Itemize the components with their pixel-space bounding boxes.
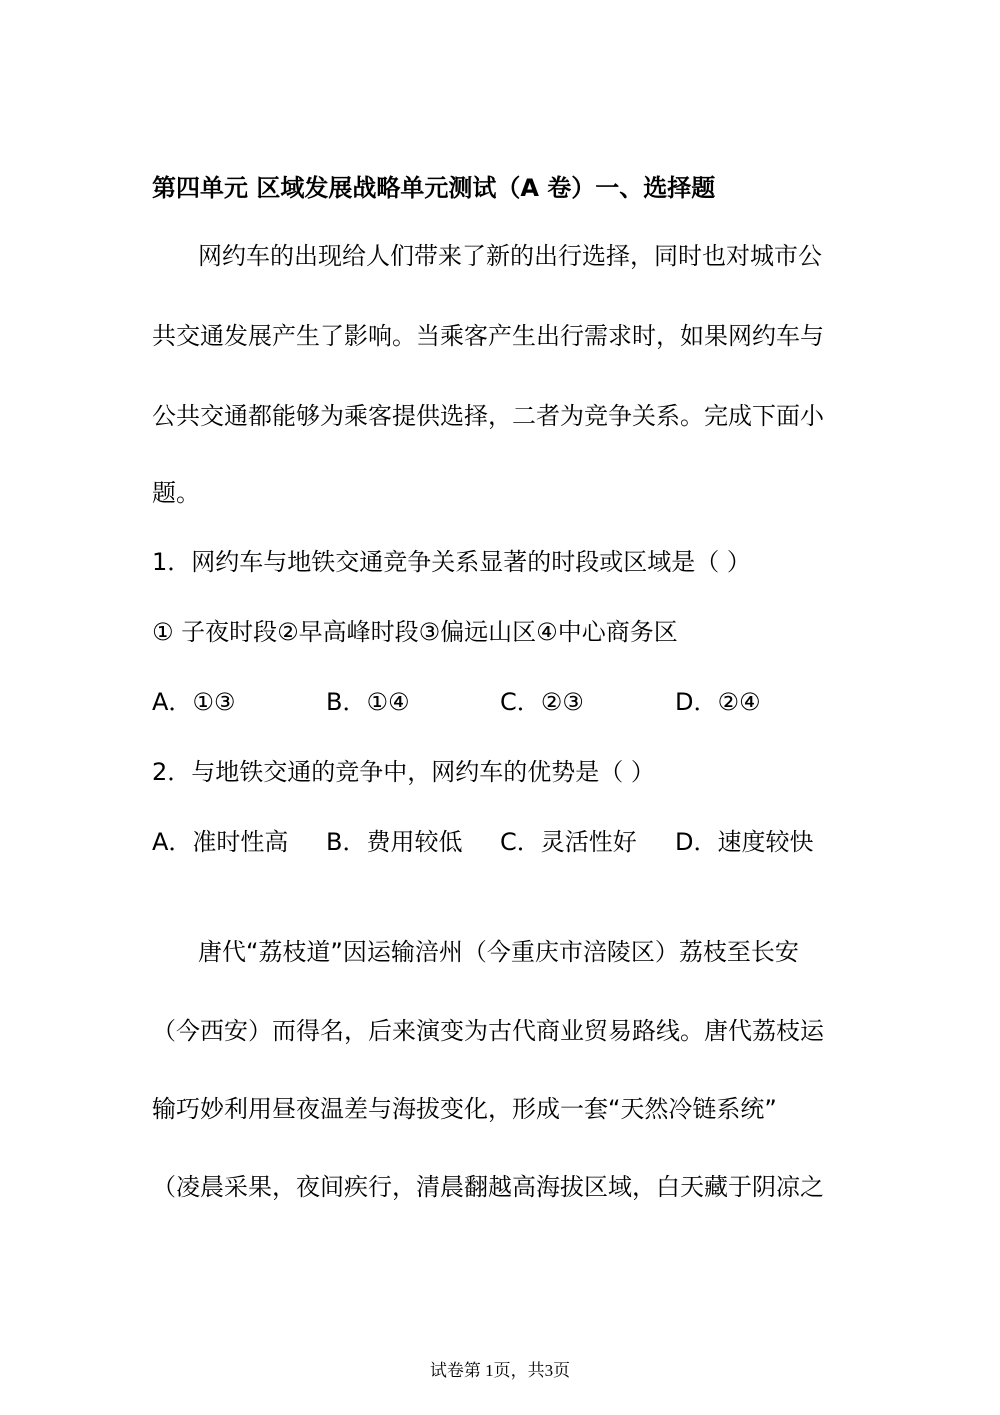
question-1-statements: ① 子夜时段②早高峰时段③偏远山区④中心商务区 <box>152 618 678 646</box>
passage1-line-2: 共交通发展产生了影响。当乘客产生出行需求时，如果网约车与 <box>152 322 824 350</box>
question-1-option-c: C．②③ <box>500 688 584 716</box>
passage2-line-4: （凌晨采果，夜间疾行，清晨翻越高海拔区域，白天藏于阴凉之 <box>152 1173 824 1201</box>
question-2-option-c: C．灵活性好 <box>500 828 637 856</box>
passage1-line-3: 公共交通都能够为乘客提供选择，二者为竞争关系。完成下面小 <box>152 402 824 430</box>
question-2-option-a: A．准时性高 <box>152 828 289 856</box>
question-1-option-d: D．②④ <box>675 688 761 716</box>
passage2-line-1: 唐代“荔枝道”因运输涪州（今重庆市涪陵区）荔枝至长安 <box>198 938 799 966</box>
question-2-stem: 2．与地铁交通的竞争中，网约车的优势是（ ） <box>152 758 655 786</box>
passage1-line-1: 网约车的出现给人们带来了新的出行选择，同时也对城市公 <box>198 242 822 270</box>
page-footer: 试卷第 1页，共3页 <box>429 1361 571 1380</box>
passage2-line-3: 输巧妙利用昼夜温差与海拔变化，形成一套“天然冷链系统” <box>152 1095 777 1123</box>
passage1-line-4: 题。 <box>152 479 200 507</box>
question-1-option-b: B．①④ <box>326 688 410 716</box>
question-1-stem: 1．网约车与地铁交通竞争关系显著的时段或区域是（ ） <box>152 548 751 576</box>
question-2-option-b: B．费用较低 <box>326 828 463 856</box>
question-2-option-d: D．速度较快 <box>675 828 814 856</box>
page-title: 第四单元 区域发展战略单元测试（A 卷）一、选择题 <box>152 174 716 202</box>
passage2-line-2: （今西安）而得名，后来演变为古代商业贸易路线。唐代荔枝运 <box>152 1017 824 1045</box>
question-1-option-a: A．①③ <box>152 688 236 716</box>
